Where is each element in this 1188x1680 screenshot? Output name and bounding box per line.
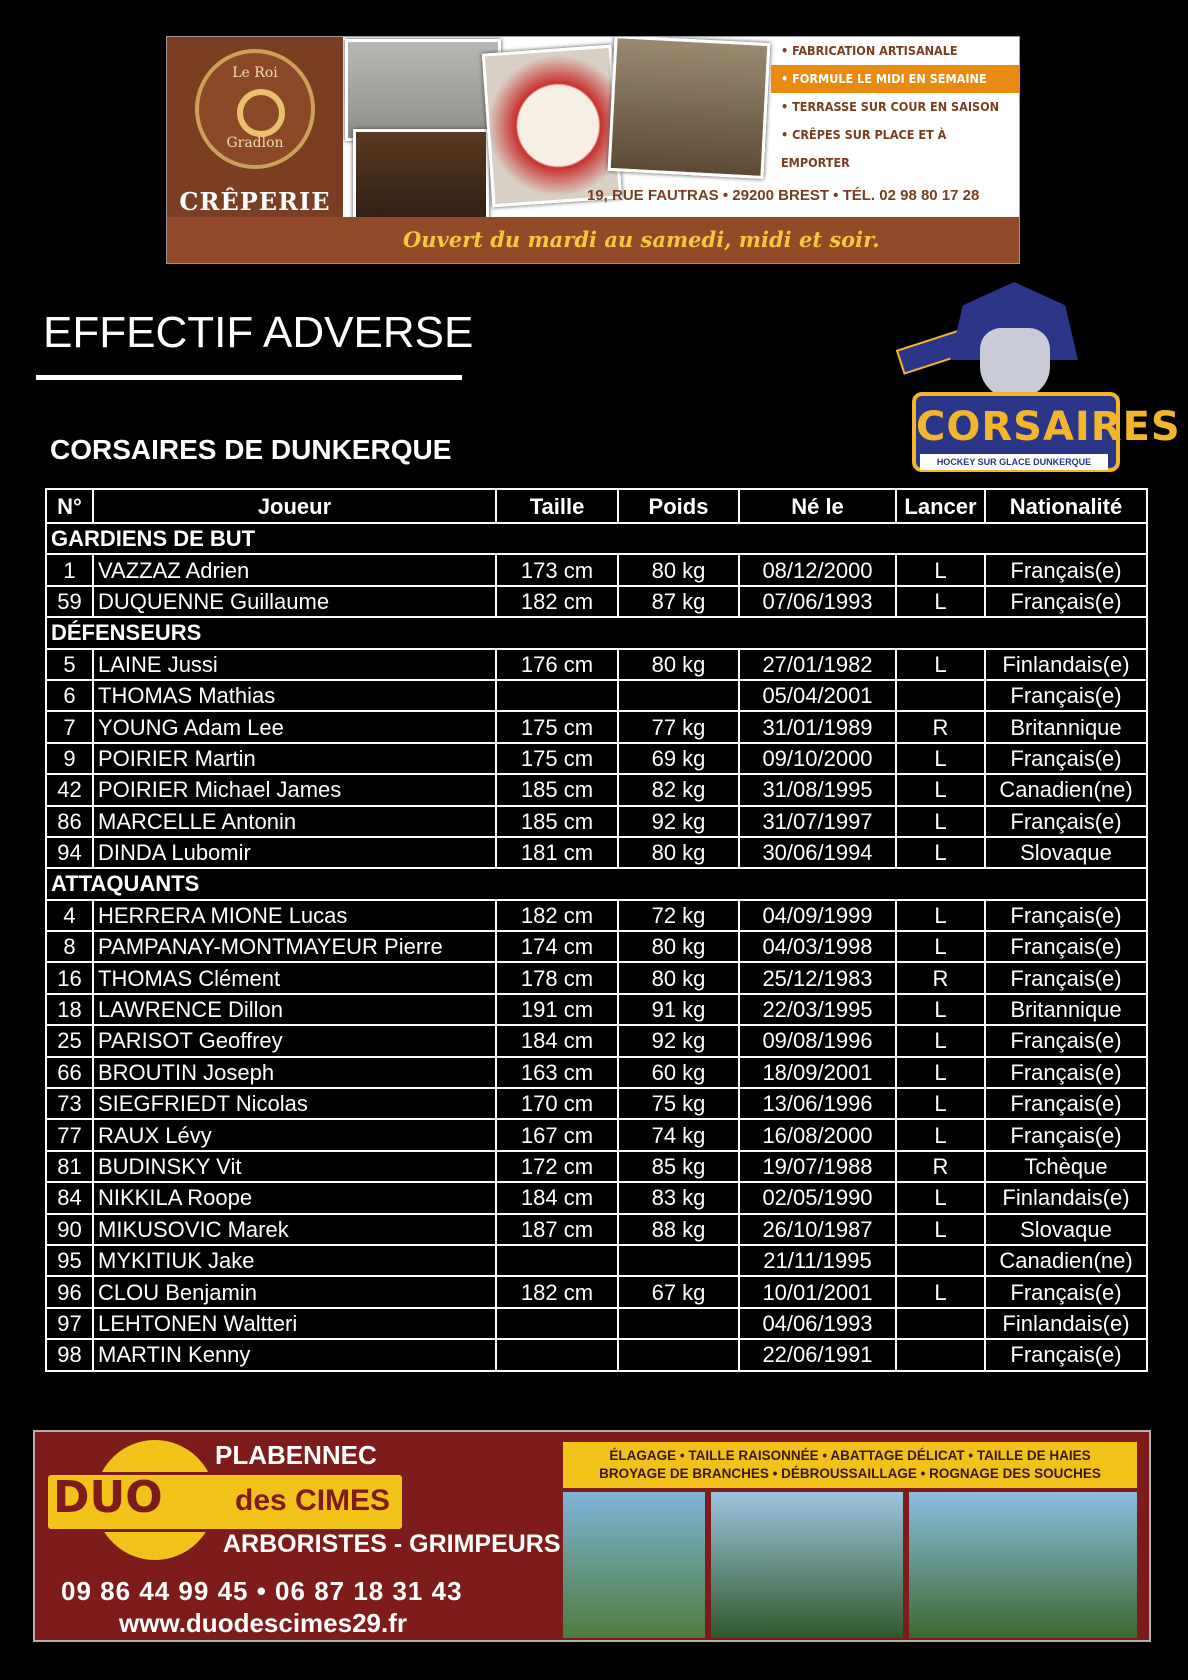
cell-nationality: Français(e) [985, 931, 1147, 962]
table-row [46, 586, 1147, 617]
cell-shoots: L [896, 1088, 985, 1119]
duo-services-line2: BROYAGE DE BRANCHES • DÉBROUSSAILLAGE • ROGNAGE DES SOUCHES [599, 1466, 1101, 1481]
table-row [46, 931, 1147, 962]
cell-weight: 82 kg [618, 774, 739, 805]
table-row [46, 1151, 1147, 1182]
creperie-terrace-photo [608, 36, 771, 179]
cell-number: 16 [46, 962, 93, 993]
cell-birthdate: 04/09/1999 [739, 900, 896, 931]
cell-birthdate: 22/06/1991 [739, 1339, 896, 1370]
cell-weight: 92 kg [618, 1025, 739, 1056]
cell-player: MARTIN Kenny [93, 1339, 496, 1370]
table-row [46, 962, 1147, 993]
cell-weight: 72 kg [618, 900, 739, 931]
cell-shoots: L [896, 806, 985, 837]
cell-weight: 87 kg [618, 586, 739, 617]
cell-nationality: Français(e) [985, 1088, 1147, 1119]
cell-weight: 80 kg [618, 931, 739, 962]
cell-shoots: R [896, 962, 985, 993]
cell-player: LEHTONEN Waltteri [93, 1308, 496, 1339]
header-weight: Poids [618, 489, 739, 523]
cell-shoots: L [896, 1057, 985, 1088]
feature-item: • FABRICATION ARTISANALE [781, 43, 958, 58]
cell-player: BROUTIN Joseph [93, 1057, 496, 1088]
table-row [46, 680, 1147, 711]
header-player: Joueur [93, 489, 496, 523]
cell-shoots: R [896, 1151, 985, 1182]
cell-number: 66 [46, 1057, 93, 1088]
table-row [46, 806, 1147, 837]
cell-player: LAINE Jussi [93, 649, 496, 680]
cell-weight: 80 kg [618, 962, 739, 993]
cell-weight: 75 kg [618, 1088, 739, 1119]
cell-number: 86 [46, 806, 93, 837]
logo-subtitle: HOCKEY SUR GLACE DUNKERQUE [920, 454, 1108, 470]
cell-number: 73 [46, 1088, 93, 1119]
cell-weight [618, 1245, 739, 1276]
cell-nationality: Français(e) [985, 1057, 1147, 1088]
cell-nationality: Slovaque [985, 1214, 1147, 1245]
cell-height: 182 cm [496, 586, 618, 617]
duo-phone: 09 86 44 99 45 • 06 87 18 31 43 [61, 1576, 463, 1606]
cell-birthdate: 31/08/1995 [739, 774, 896, 805]
cell-shoots [896, 1339, 985, 1370]
creperie-logo [195, 49, 315, 169]
cell-birthdate: 31/01/1989 [739, 711, 896, 742]
cell-height: 175 cm [496, 711, 618, 742]
cell-weight: 85 kg [618, 1151, 739, 1182]
corsaires-logo [898, 276, 1181, 476]
cell-number: 25 [46, 1025, 93, 1056]
duo-trade: ARBORISTES - GRIMPEURS [223, 1530, 561, 1558]
cell-player: POIRIER Michael James [93, 774, 496, 805]
cell-birthdate: 04/06/1993 [739, 1308, 896, 1339]
cell-number: 90 [46, 1214, 93, 1245]
cell-birthdate: 07/06/1993 [739, 586, 896, 617]
duo-services-line1: ÉLAGAGE • TAILLE RAISONNÉE • ABATTAGE DÉLICAT • TAILLE DE HAIES [609, 1448, 1091, 1463]
creperie-logo-line2: Gradlon [226, 135, 284, 151]
table-row [46, 1119, 1147, 1150]
cell-shoots [896, 1308, 985, 1339]
cell-nationality: Français(e) [985, 1119, 1147, 1150]
table-row [46, 1276, 1147, 1307]
cell-shoots: L [896, 1025, 985, 1056]
cell-weight: 91 kg [618, 994, 739, 1025]
logo-team-name: CORSAIRES [916, 404, 1181, 450]
cell-shoots: L [896, 931, 985, 962]
section-row [46, 523, 1147, 554]
duo-services [563, 1442, 1137, 1488]
creperie-address: 19, RUE FAUTRAS • 29200 BREST • TÉL. 02 98 80 17 28 [587, 187, 980, 204]
cell-nationality: Finlandais(e) [985, 1182, 1147, 1213]
cell-nationality: Canadien(ne) [985, 774, 1147, 805]
cell-weight [618, 1308, 739, 1339]
cell-player: CLOU Benjamin [93, 1276, 496, 1307]
table-row [46, 711, 1147, 742]
header-number: N° [46, 489, 93, 523]
cell-number: 1 [46, 554, 93, 585]
cell-height: 175 cm [496, 743, 618, 774]
cell-height: 182 cm [496, 900, 618, 931]
cell-weight: 74 kg [618, 1119, 739, 1150]
cell-player: SIEGFRIEDT Nicolas [93, 1088, 496, 1119]
cell-weight: 92 kg [618, 806, 739, 837]
title-underline [36, 375, 462, 380]
cell-player: MIKUSOVIC Marek [93, 1214, 496, 1245]
cell-shoots: L [896, 837, 985, 868]
cell-height: 178 cm [496, 962, 618, 993]
cell-birthdate: 13/06/1996 [739, 1088, 896, 1119]
cell-height: 167 cm [496, 1119, 618, 1150]
cell-height: 174 cm [496, 931, 618, 962]
section-title: ATTAQUANTS [46, 868, 1147, 899]
section-title: DÉFENSEURS [46, 617, 1147, 648]
duo-town: PLABENNEC [215, 1440, 377, 1470]
cell-shoots: L [896, 900, 985, 931]
cell-height: 170 cm [496, 1088, 618, 1119]
cell-nationality: Français(e) [985, 680, 1147, 711]
cell-player: MARCELLE Antonin [93, 806, 496, 837]
cell-weight: 80 kg [618, 837, 739, 868]
feature-item: • CRÊPES SUR PLACE ET À EMPORTER [781, 127, 947, 170]
cell-birthdate: 18/09/2001 [739, 1057, 896, 1088]
table-row [46, 1057, 1147, 1088]
cell-birthdate: 04/03/1998 [739, 931, 896, 962]
cell-nationality: Français(e) [985, 554, 1147, 585]
cell-birthdate: 16/08/2000 [739, 1119, 896, 1150]
cell-number: 95 [46, 1245, 93, 1276]
cell-birthdate: 08/12/2000 [739, 554, 896, 585]
cell-birthdate: 31/07/1997 [739, 806, 896, 837]
cell-weight: 69 kg [618, 743, 739, 774]
cell-birthdate: 05/04/2001 [739, 680, 896, 711]
duo-des-cimes-ad-banner[interactable] [33, 1430, 1151, 1642]
cell-shoots: L [896, 1214, 985, 1245]
cell-number: 8 [46, 931, 93, 962]
cell-weight: 80 kg [618, 649, 739, 680]
pirate-face-icon [980, 328, 1050, 398]
table-row [46, 1245, 1147, 1276]
cell-number: 6 [46, 680, 93, 711]
cell-player: YOUNG Adam Lee [93, 711, 496, 742]
cell-number: 98 [46, 1339, 93, 1370]
cell-nationality: Français(e) [985, 743, 1147, 774]
header-nationality: Nationalité [985, 489, 1147, 523]
feature-item: • FORMULE LE MIDI EN SEMAINE [771, 65, 1019, 93]
table-row [46, 774, 1147, 805]
cell-player: BUDINSKY Vit [93, 1151, 496, 1182]
cell-nationality: Slovaque [985, 837, 1147, 868]
cell-weight: 77 kg [618, 711, 739, 742]
cell-shoots: R [896, 711, 985, 742]
cell-weight: 60 kg [618, 1057, 739, 1088]
cell-height [496, 680, 618, 711]
team-title: CORSAIRES DE DUNKERQUE [50, 434, 452, 465]
cell-number: 9 [46, 743, 93, 774]
cell-weight: 80 kg [618, 554, 739, 585]
cell-shoots: L [896, 743, 985, 774]
cell-height [496, 1308, 618, 1339]
table-row [46, 1088, 1147, 1119]
cell-player: THOMAS Mathias [93, 680, 496, 711]
table-row [46, 837, 1147, 868]
cell-birthdate: 02/05/1990 [739, 1182, 896, 1213]
cell-nationality: Français(e) [985, 1276, 1147, 1307]
cell-birthdate: 10/01/2001 [739, 1276, 896, 1307]
cell-height: 185 cm [496, 806, 618, 837]
cell-nationality: Français(e) [985, 900, 1147, 931]
cell-weight: 83 kg [618, 1182, 739, 1213]
table-row [46, 900, 1147, 931]
cell-nationality: Finlandais(e) [985, 649, 1147, 680]
cell-height: 172 cm [496, 1151, 618, 1182]
cell-number: 7 [46, 711, 93, 742]
cell-shoots: L [896, 649, 985, 680]
cell-number: 94 [46, 837, 93, 868]
cell-number: 97 [46, 1308, 93, 1339]
cell-nationality: Français(e) [985, 586, 1147, 617]
cell-birthdate: 09/08/1996 [739, 1025, 896, 1056]
table-row [46, 743, 1147, 774]
triskel-icon [237, 89, 285, 137]
cell-shoots: L [896, 586, 985, 617]
table-header-row [46, 489, 1147, 523]
table-row [46, 554, 1147, 585]
cell-birthdate: 09/10/2000 [739, 743, 896, 774]
cell-height: 181 cm [496, 837, 618, 868]
tree-work-photo-2 [711, 1492, 903, 1638]
cell-height [496, 1245, 618, 1276]
cell-nationality: Britannique [985, 994, 1147, 1025]
section-row [46, 868, 1147, 899]
cell-shoots [896, 1245, 985, 1276]
cell-height: 176 cm [496, 649, 618, 680]
tree-work-photo-1 [563, 1492, 705, 1638]
cell-nationality: Français(e) [985, 806, 1147, 837]
cell-height: 184 cm [496, 1182, 618, 1213]
cell-number: 42 [46, 774, 93, 805]
cell-birthdate: 26/10/1987 [739, 1214, 896, 1245]
cell-player: NIKKILA Roope [93, 1182, 496, 1213]
tree-work-photo-3 [909, 1492, 1137, 1638]
table-row [46, 1182, 1147, 1213]
cell-nationality: Tchèque [985, 1151, 1147, 1182]
table-row [46, 1339, 1147, 1370]
cell-player: HERRERA MIONE Lucas [93, 900, 496, 931]
cell-birthdate: 25/12/1983 [739, 962, 896, 993]
section-row [46, 617, 1147, 648]
cell-number: 96 [46, 1276, 93, 1307]
header-birthdate: Né le [739, 489, 896, 523]
cell-player: PARISOT Geoffrey [93, 1025, 496, 1056]
cell-player: DUQUENNE Guillaume [93, 586, 496, 617]
cell-shoots: L [896, 774, 985, 805]
cell-number: 84 [46, 1182, 93, 1213]
header-shoots: Lancer [896, 489, 985, 523]
cell-weight: 88 kg [618, 1214, 739, 1245]
cell-shoots: L [896, 994, 985, 1025]
creperie-interior-photo [353, 129, 489, 225]
cell-number: 4 [46, 900, 93, 931]
cell-number: 18 [46, 994, 93, 1025]
cell-shoots [896, 680, 985, 711]
cell-shoots: L [896, 554, 985, 585]
cell-shoots: L [896, 1276, 985, 1307]
cell-birthdate: 22/03/1995 [739, 994, 896, 1025]
creperie-feature-list [771, 37, 1019, 170]
cell-height: 187 cm [496, 1214, 618, 1245]
table-row [46, 1308, 1147, 1339]
cell-height: 163 cm [496, 1057, 618, 1088]
feature-item: • TERRASSE SUR COUR EN SAISON [781, 99, 1000, 114]
cell-number: 59 [46, 586, 93, 617]
creperie-tagline: Ouvert du mardi au samedi, midi et soir. [403, 227, 880, 252]
cell-height: 173 cm [496, 554, 618, 585]
creperie-logo-line1: Le Roi [232, 65, 278, 81]
cell-player: THOMAS Clément [93, 962, 496, 993]
table-row [46, 994, 1147, 1025]
cell-player: LAWRENCE Dillon [93, 994, 496, 1025]
cell-shoots: L [896, 1182, 985, 1213]
cell-shoots: L [896, 1119, 985, 1150]
table-row [46, 1214, 1147, 1245]
cell-player: DINDA Lubomir [93, 837, 496, 868]
cell-height [496, 1339, 618, 1370]
roster-body [46, 523, 1147, 1371]
cell-birthdate: 21/11/1995 [739, 1245, 896, 1276]
table-row [46, 649, 1147, 680]
section-title: GARDIENS DE BUT [46, 523, 1147, 554]
table-row [46, 1025, 1147, 1056]
roster-table [45, 488, 1148, 1372]
cell-nationality: Français(e) [985, 1339, 1147, 1370]
cell-birthdate: 30/06/1994 [739, 837, 896, 868]
cell-nationality: Britannique [985, 711, 1147, 742]
duo-logo-text: DUO [53, 1472, 163, 1523]
cell-number: 77 [46, 1119, 93, 1150]
creperie-ad-banner[interactable] [166, 36, 1020, 264]
page-title: EFFECTIF ADVERSE [43, 308, 474, 357]
cell-weight [618, 1339, 739, 1370]
cell-player: VAZZAZ Adrien [93, 554, 496, 585]
cell-player: POIRIER Martin [93, 743, 496, 774]
cell-nationality: Français(e) [985, 962, 1147, 993]
cell-number: 5 [46, 649, 93, 680]
cell-nationality: Canadien(ne) [985, 1245, 1147, 1276]
creperie-storefront-photo [345, 39, 501, 141]
cell-player: PAMPANAY-MONTMAYEUR Pierre [93, 931, 496, 962]
cell-height: 191 cm [496, 994, 618, 1025]
cell-height: 185 cm [496, 774, 618, 805]
cell-height: 182 cm [496, 1276, 618, 1307]
cell-weight: 67 kg [618, 1276, 739, 1307]
header-height: Taille [496, 489, 618, 523]
cell-birthdate: 27/01/1982 [739, 649, 896, 680]
cell-player: MYKITIUK Jake [93, 1245, 496, 1276]
crepe-dessert-photo [482, 45, 622, 208]
cell-nationality: Français(e) [985, 1025, 1147, 1056]
cell-number: 81 [46, 1151, 93, 1182]
duo-website[interactable]: www.duodescimes29.fr [119, 1608, 408, 1638]
cell-birthdate: 19/07/1988 [739, 1151, 896, 1182]
duo-logo-cimes: des CIMES [235, 1484, 391, 1517]
cell-player: RAUX Lévy [93, 1119, 496, 1150]
cell-height: 184 cm [496, 1025, 618, 1056]
cell-weight [618, 680, 739, 711]
cell-nationality: Finlandais(e) [985, 1308, 1147, 1339]
creperie-brand-name: CRÊPERIE [179, 187, 331, 216]
